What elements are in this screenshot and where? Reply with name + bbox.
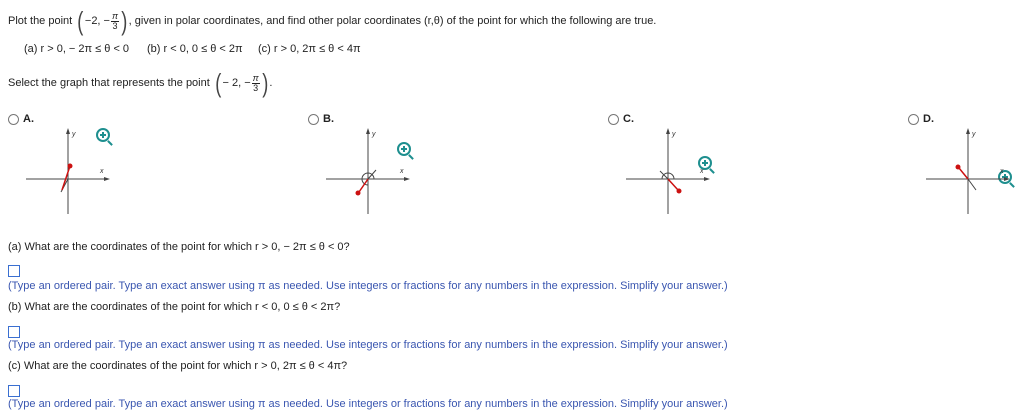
open-paren: ( (77, 6, 84, 36)
select-open-paren: ( (215, 68, 222, 98)
condition-c: (c) r > 0, 2π ≤ θ < 4π (258, 43, 361, 55)
graph-a-y-arrow (66, 128, 70, 134)
option-b-label: B. (323, 113, 334, 125)
graph-c-y-label: y (672, 131, 676, 138)
graph-c-y-arrow (666, 128, 670, 134)
answer-box-b[interactable] (8, 326, 20, 338)
graph-c-segment (668, 179, 678, 190)
graph-c-x-label: x (700, 168, 704, 175)
condition-a: (a) r > 0, − 2π ≤ θ < 0 (24, 43, 130, 55)
question-c: (c) What are the coordinates of the point for which r > 0, 2π ≤ θ < 4π? (8, 360, 348, 372)
select-close-paren: ) (261, 68, 269, 98)
select-denominator: 3 (253, 82, 259, 93)
intro-fraction (111, 12, 119, 31)
close-paren: ) (121, 6, 128, 36)
graph-d-y-label: y (972, 131, 976, 138)
graph-b-y-label: y (372, 131, 376, 138)
graph-d-y-arrow (966, 128, 970, 134)
graph-b-point (356, 191, 361, 196)
condition-b: (b) r < 0, 0 ≤ θ < 2π (147, 43, 243, 55)
graph-d-segment (959, 168, 968, 179)
hint-a: (Type an ordered pair. Type an exact answer using π as needed. Use integers or fractions for any numbers in the expression. Simplify your answer.) (8, 280, 728, 292)
question-a: (a) What are the coordinates of the point for which r > 0, − 2π ≤ θ < 0? (8, 241, 350, 253)
graph-a[interactable] (26, 124, 116, 216)
graph-b-y-arrow (366, 128, 370, 134)
graph-c-ray (660, 171, 668, 179)
graph-c-x-arrow (704, 177, 710, 181)
graph-c[interactable] (626, 124, 716, 216)
intro-line (8, 6, 656, 36)
graph-d-x-label: x (1000, 168, 1004, 175)
option-a-radio[interactable] (8, 114, 19, 125)
graph-b-ray (368, 170, 376, 179)
hint-c: (Type an ordered pair. Type an exact answer using π as needed. Use integers or fractions for any numbers in the expression. Simplify your answer.) (8, 398, 728, 410)
intro-text-before: Plot the point (8, 15, 73, 27)
graph-a-x-arrow (104, 177, 110, 181)
intro-denominator: 3 (112, 20, 118, 31)
graph-a-y-label: y (72, 131, 76, 138)
option-c-radio[interactable] (608, 114, 619, 125)
graph-b-segment (359, 179, 368, 192)
question-b: (b) What are the coordinates of the point for which r < 0, 0 ≤ θ < 2π? (8, 301, 341, 313)
option-a-label: A. (23, 113, 34, 125)
intro-text-after: , given in polar coordinates, and find other polar coordinates (r,θ) of the point for which the following are true. (128, 15, 657, 27)
intro-point-value: −2, − (84, 15, 110, 27)
intro-pi: π (111, 10, 118, 21)
select-line (8, 68, 272, 98)
select-point-value: − 2, − (222, 77, 251, 89)
option-c-label: C. (623, 113, 634, 125)
graph-b[interactable] (326, 124, 416, 216)
select-text-before: Select the graph that represents the point (8, 77, 210, 89)
graph-d-x-arrow (1004, 177, 1010, 181)
graph-a-x-label: x (100, 168, 104, 175)
graph-b-x-arrow (404, 177, 410, 181)
graph-c-point (677, 189, 682, 194)
select-end: . (269, 77, 273, 89)
option-d-radio[interactable] (908, 114, 919, 125)
option-d-label: D. (923, 113, 934, 125)
graph-d-point (956, 165, 961, 170)
select-pi: π (252, 72, 259, 83)
graph-a-segment (62, 166, 70, 190)
answer-box-c[interactable] (8, 385, 20, 397)
hint-b: (Type an ordered pair. Type an exact answer using π as needed. Use integers or fractions for any numbers in the expression. Simplify your answer.) (8, 339, 728, 351)
graph-d-ray (968, 179, 976, 190)
select-fraction (252, 74, 260, 93)
graph-a-point (68, 164, 73, 169)
graph-b-x-label: x (400, 168, 404, 175)
graph-d[interactable] (926, 124, 1016, 216)
option-b-radio[interactable] (308, 114, 319, 125)
answer-box-a[interactable] (8, 265, 20, 277)
